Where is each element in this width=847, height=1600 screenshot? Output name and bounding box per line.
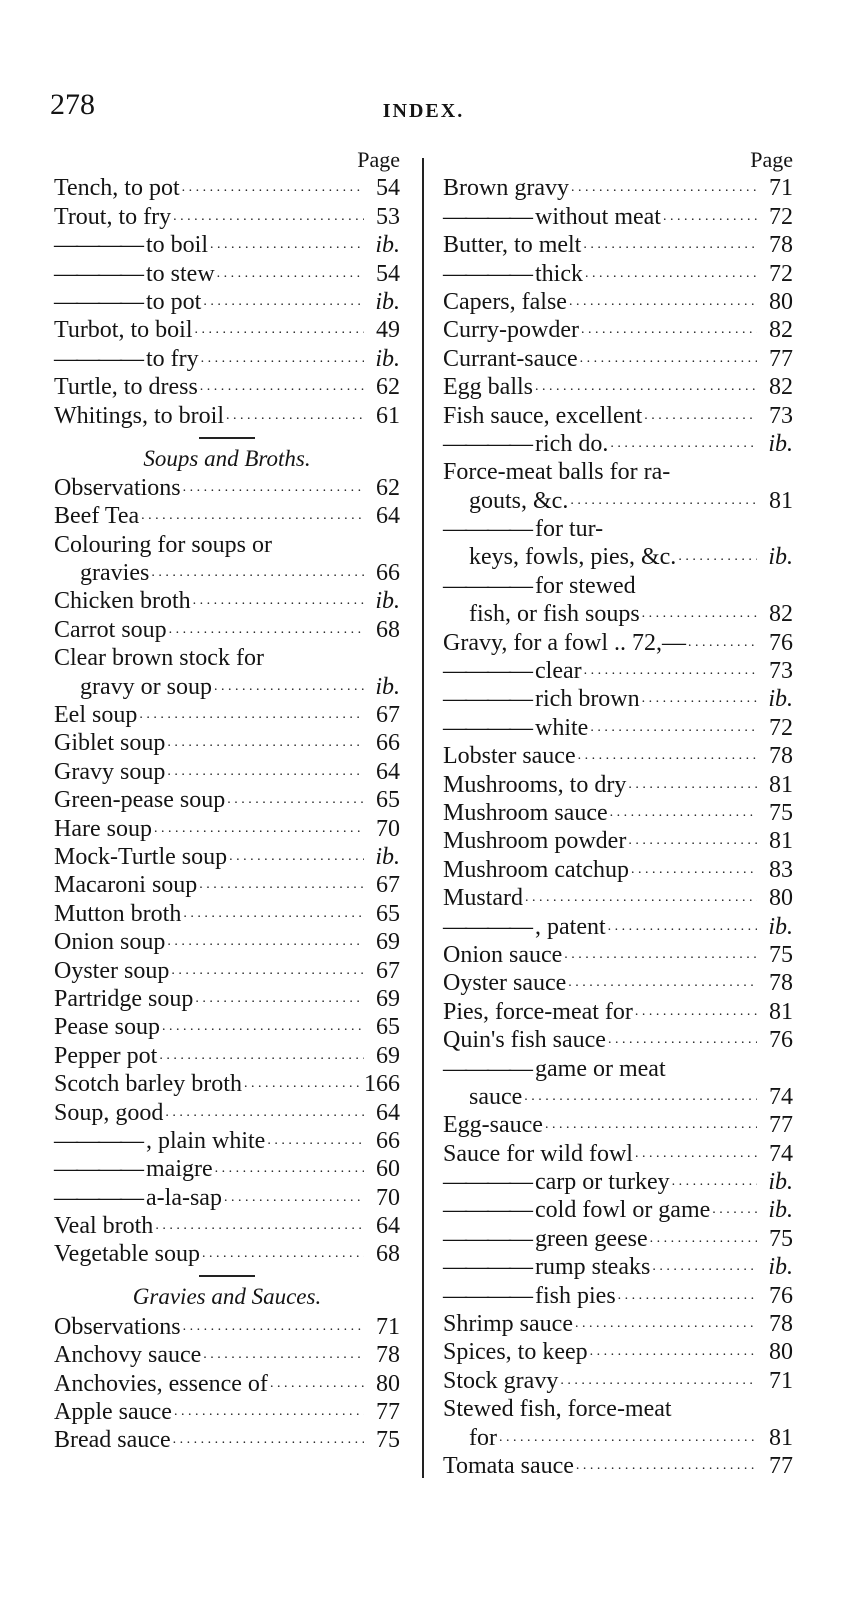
entry-text: Anchovy sauce bbox=[54, 1342, 202, 1369]
entry-page: 75 bbox=[769, 1225, 793, 1252]
leader-dots bbox=[663, 199, 757, 231]
leader-dots bbox=[215, 1151, 364, 1183]
entry-text: Mustard bbox=[443, 885, 523, 912]
entry-page: ib. bbox=[768, 430, 793, 457]
leader-dots bbox=[575, 1306, 757, 1338]
index-entry bbox=[54, 615, 400, 643]
entry-text: ———— to fry bbox=[54, 345, 199, 373]
leader-dots bbox=[267, 1123, 364, 1155]
entry-text: ———— white bbox=[443, 714, 588, 742]
entry-page: 65 bbox=[376, 1014, 400, 1041]
leader-dots bbox=[535, 369, 757, 401]
index-entry bbox=[443, 486, 793, 514]
entry-page: 49 bbox=[376, 317, 400, 344]
index-block bbox=[54, 474, 400, 1269]
leader-dots bbox=[585, 256, 757, 288]
entry-text: Veal broth bbox=[54, 1213, 154, 1240]
entry-page: 78 bbox=[376, 1342, 400, 1369]
entry-text: ———— carp or turkey bbox=[443, 1168, 670, 1196]
page-header bbox=[0, 88, 847, 128]
entry-page: 73 bbox=[769, 402, 793, 429]
entry-page: 64 bbox=[376, 503, 400, 530]
leader-dots bbox=[581, 312, 757, 344]
leader-dots bbox=[171, 953, 364, 985]
entry-page: ib. bbox=[768, 1169, 793, 1196]
entry-page: 61 bbox=[376, 402, 400, 429]
leader-dots bbox=[642, 681, 757, 713]
entry-page: 64 bbox=[376, 1213, 400, 1240]
entry-page: 70 bbox=[376, 815, 400, 842]
entry-page: 74 bbox=[769, 1083, 793, 1110]
leader-dots bbox=[227, 782, 364, 814]
entry-text: ———— clear bbox=[443, 657, 582, 685]
entry-page: ib. bbox=[768, 1197, 793, 1224]
entry-page: 80 bbox=[769, 288, 793, 315]
entry-page: 71 bbox=[769, 1367, 793, 1394]
entry-page: 65 bbox=[376, 900, 400, 927]
leader-dots bbox=[610, 426, 757, 458]
entry-text: Sauce for wild fowl bbox=[443, 1140, 633, 1167]
leader-dots bbox=[644, 398, 757, 430]
entry-text: Hare soup bbox=[54, 815, 152, 842]
entry-text: Whitings, to broil bbox=[54, 402, 224, 429]
entry-page: 75 bbox=[769, 799, 793, 826]
leader-dots bbox=[139, 697, 364, 729]
entry-page: 64 bbox=[376, 758, 400, 785]
entry-text: Currant-sauce bbox=[443, 345, 578, 372]
entry-text: ———— , plain white bbox=[54, 1127, 265, 1155]
entry-page: 76 bbox=[769, 1282, 793, 1309]
entry-text: Pies, force-meat for bbox=[443, 998, 633, 1025]
leader-dots bbox=[169, 612, 364, 644]
entry-text: Pepper pot bbox=[54, 1042, 158, 1069]
entry-text: Bread sauce bbox=[54, 1427, 171, 1454]
entry-page: ib. bbox=[768, 913, 793, 940]
entry-page: 70 bbox=[376, 1184, 400, 1211]
leader-dots bbox=[635, 994, 757, 1026]
entry-text: ———— cold fowl or game bbox=[443, 1196, 710, 1224]
entry-text: Turtle, to dress bbox=[54, 374, 198, 401]
entry-text: Egg balls bbox=[443, 374, 533, 401]
leader-dots bbox=[688, 625, 757, 657]
leader-dots bbox=[193, 583, 364, 615]
leader-dots bbox=[631, 852, 757, 884]
entry-text: Pease soup bbox=[54, 1014, 160, 1041]
entry-page: 166 bbox=[364, 1071, 400, 1098]
entry-page: 72 bbox=[769, 260, 793, 287]
index-entry bbox=[54, 401, 400, 429]
entry-page: 77 bbox=[376, 1399, 400, 1426]
entry-text: ———— for tur- bbox=[443, 515, 603, 543]
entry-page: 80 bbox=[769, 885, 793, 912]
entry-text: ———— rump steaks bbox=[443, 1253, 650, 1281]
leader-dots bbox=[141, 498, 364, 530]
page-number: 278 bbox=[50, 88, 95, 121]
leader-dots bbox=[635, 1136, 757, 1168]
entry-text: Vegetable soup bbox=[54, 1241, 200, 1268]
entry-page: ib. bbox=[375, 673, 400, 700]
index-column-left bbox=[54, 146, 400, 1454]
leader-dots bbox=[229, 839, 364, 871]
entry-page: 80 bbox=[376, 1370, 400, 1397]
entry-text: Green-pease soup bbox=[54, 787, 226, 814]
leader-dots bbox=[499, 1420, 757, 1452]
entry-text: Oyster sauce bbox=[443, 970, 567, 997]
entry-page: 83 bbox=[769, 856, 793, 883]
leader-dots bbox=[174, 1394, 364, 1426]
leader-dots bbox=[618, 1278, 757, 1310]
entry-text: Egg-sauce bbox=[443, 1112, 543, 1139]
entry-page: 64 bbox=[376, 1099, 400, 1126]
index-entry bbox=[443, 1452, 793, 1480]
leader-dots bbox=[183, 470, 364, 502]
leader-dots bbox=[270, 1366, 364, 1398]
entry-text: Stewed fish, force-meat bbox=[443, 1396, 672, 1423]
leader-dots bbox=[560, 1363, 757, 1395]
index-entry bbox=[443, 430, 793, 458]
entry-page: 69 bbox=[376, 1042, 400, 1069]
leader-dots bbox=[183, 1309, 364, 1341]
entry-page: 66 bbox=[376, 730, 400, 757]
entry-page: 72 bbox=[769, 203, 793, 230]
leader-dots bbox=[167, 924, 364, 956]
leader-dots bbox=[244, 1066, 362, 1098]
leader-dots bbox=[165, 1095, 364, 1127]
leader-dots bbox=[173, 1422, 364, 1454]
entry-text: Tomata sauce bbox=[443, 1452, 574, 1479]
index-entry bbox=[54, 1426, 400, 1454]
leader-dots bbox=[642, 596, 757, 628]
leader-dots bbox=[203, 284, 364, 316]
entry-text: Giblet soup bbox=[54, 730, 166, 757]
entry-text: Curry-powder bbox=[443, 317, 579, 344]
entry-text: Oyster soup bbox=[54, 957, 170, 984]
entry-text: ———— thick bbox=[443, 260, 583, 288]
entry-page: 69 bbox=[376, 929, 400, 956]
entry-page: 71 bbox=[376, 1313, 400, 1340]
leader-dots bbox=[226, 398, 364, 430]
leader-dots bbox=[578, 738, 757, 770]
entry-page: ib. bbox=[768, 1254, 793, 1281]
entry-page: 81 bbox=[769, 828, 793, 855]
entry-text: Chicken broth bbox=[54, 588, 191, 615]
entry-text: gravies bbox=[80, 560, 150, 587]
leader-dots bbox=[154, 811, 364, 843]
entry-text: Trout, to fry bbox=[54, 203, 172, 230]
entry-text: Capers, false bbox=[443, 288, 567, 315]
entry-page: 66 bbox=[376, 1127, 400, 1154]
entry-text: Mushroom catchup bbox=[443, 856, 629, 883]
entry-text: sauce bbox=[469, 1083, 523, 1110]
entry-page: 82 bbox=[769, 601, 793, 628]
leader-dots bbox=[568, 965, 757, 997]
entry-text: Onion soup bbox=[54, 929, 166, 956]
leader-dots bbox=[524, 1079, 757, 1111]
section-separator bbox=[54, 1268, 400, 1282]
index-entry bbox=[443, 543, 793, 571]
index-column-right bbox=[443, 146, 793, 1480]
entry-text: Gravy soup bbox=[54, 758, 166, 785]
entry-text: Mushroom powder bbox=[443, 828, 627, 855]
leader-dots bbox=[195, 981, 364, 1013]
entry-page: 74 bbox=[769, 1140, 793, 1167]
entry-page: 71 bbox=[769, 175, 793, 202]
entry-text: Mushrooms, to dry bbox=[443, 771, 627, 798]
index-entry bbox=[443, 1026, 793, 1054]
leader-dots bbox=[610, 795, 757, 827]
entry-page: 77 bbox=[769, 1112, 793, 1139]
entry-page: 78 bbox=[769, 743, 793, 770]
leader-dots bbox=[545, 1107, 757, 1139]
entry-text: Observations bbox=[54, 1313, 181, 1340]
entry-page: 54 bbox=[376, 260, 400, 287]
entry-text: Macaroni soup bbox=[54, 872, 198, 899]
entry-text: ———— rich brown bbox=[443, 685, 640, 713]
entry-text: Colouring for soups or bbox=[54, 531, 272, 558]
entry-text: ———— to pot bbox=[54, 288, 201, 316]
entry-text: Partridge soup bbox=[54, 985, 194, 1012]
entry-text: Soup, good bbox=[54, 1099, 164, 1126]
entry-text: Lobster sauce bbox=[443, 743, 576, 770]
section-separator bbox=[54, 430, 400, 444]
index-entry bbox=[54, 502, 400, 530]
leader-dots bbox=[162, 1009, 364, 1041]
leader-dots bbox=[173, 199, 364, 231]
entry-text: Anchovies, essence of bbox=[54, 1370, 268, 1397]
entry-text: Beef Tea bbox=[54, 503, 140, 530]
leader-dots bbox=[224, 1180, 364, 1212]
entry-page: ib. bbox=[375, 232, 400, 259]
entry-page: 62 bbox=[376, 474, 400, 501]
entry-page: 78 bbox=[769, 970, 793, 997]
leader-dots bbox=[590, 1334, 757, 1366]
entry-page: ib. bbox=[375, 843, 400, 870]
entry-page: 68 bbox=[376, 1241, 400, 1268]
leader-dots bbox=[214, 669, 364, 701]
entry-text: ———— game or meat bbox=[443, 1055, 666, 1083]
leader-dots bbox=[678, 539, 757, 571]
entry-page: 68 bbox=[376, 616, 400, 643]
entry-text: Gravy, for a fowl .. 72,— bbox=[443, 629, 687, 656]
entry-text: ———— without meat bbox=[443, 203, 661, 231]
leader-dots bbox=[628, 823, 757, 855]
entry-text: Spices, to keep bbox=[443, 1339, 588, 1366]
leader-dots bbox=[159, 1038, 364, 1070]
leader-dots bbox=[650, 1221, 757, 1253]
entry-page: 67 bbox=[376, 872, 400, 899]
leader-dots bbox=[182, 170, 364, 202]
leader-dots bbox=[210, 227, 364, 259]
entry-text: Turbot, to boil bbox=[54, 317, 193, 344]
entry-page: ib. bbox=[768, 686, 793, 713]
entry-page: 81 bbox=[769, 487, 793, 514]
entry-page: 53 bbox=[376, 203, 400, 230]
entry-text: ———— , patent bbox=[443, 913, 606, 941]
entry-page: 82 bbox=[769, 374, 793, 401]
entry-text: ———— for stewed bbox=[443, 572, 636, 600]
entry-page: 72 bbox=[769, 714, 793, 741]
entry-page: 65 bbox=[376, 787, 400, 814]
leader-dots bbox=[183, 896, 364, 928]
entry-page: 77 bbox=[769, 345, 793, 372]
index-block bbox=[54, 174, 400, 430]
entry-text: Fish sauce, excellent bbox=[443, 402, 643, 429]
leader-dots bbox=[652, 1249, 757, 1281]
entry-text: Clear brown stock for bbox=[54, 645, 264, 672]
entry-page: 67 bbox=[376, 702, 400, 729]
entry-page: 54 bbox=[376, 175, 400, 202]
entry-text: Stock gravy bbox=[443, 1367, 559, 1394]
entry-text: gravy or soup bbox=[80, 673, 212, 700]
entry-text: Tench, to pot bbox=[54, 175, 180, 202]
entry-text: Brown gravy bbox=[443, 175, 569, 202]
entry-page: 62 bbox=[376, 374, 400, 401]
entry-text: Quin's fish sauce bbox=[443, 1027, 606, 1054]
index-block bbox=[54, 1312, 400, 1454]
leader-dots bbox=[628, 767, 757, 799]
entry-text: Mutton broth bbox=[54, 900, 182, 927]
entry-page: 69 bbox=[376, 985, 400, 1012]
leader-dots bbox=[200, 369, 364, 401]
entry-page: ib. bbox=[375, 345, 400, 372]
entry-text: ———— to stew bbox=[54, 260, 215, 288]
entry-text: Mock-Turtle soup bbox=[54, 843, 228, 870]
leader-dots bbox=[201, 341, 364, 373]
entry-text: Scotch barley broth bbox=[54, 1071, 242, 1098]
leader-dots bbox=[580, 341, 757, 373]
running-title: INDEX. bbox=[382, 100, 465, 122]
entry-page: 60 bbox=[376, 1156, 400, 1183]
entry-text: ———— a-la-sap bbox=[54, 1184, 222, 1212]
entry-page: 82 bbox=[769, 317, 793, 344]
entry-text: for bbox=[469, 1424, 497, 1451]
entry-page: 75 bbox=[376, 1427, 400, 1454]
entry-page: 81 bbox=[769, 1424, 793, 1451]
index-entry bbox=[54, 1240, 400, 1268]
entry-page: ib. bbox=[375, 288, 400, 315]
entry-page: ib. bbox=[768, 544, 793, 571]
leader-dots bbox=[608, 1022, 757, 1054]
entry-text: gouts, &c. bbox=[469, 487, 569, 514]
leader-dots bbox=[672, 1164, 757, 1196]
entry-text: Butter, to melt bbox=[443, 232, 582, 259]
entry-page: 77 bbox=[769, 1452, 793, 1479]
section-heading: Gravies and Sauces. bbox=[132, 1284, 322, 1310]
page-label: Page bbox=[750, 147, 793, 172]
leader-dots bbox=[584, 653, 757, 685]
leader-dots bbox=[217, 256, 364, 288]
entry-text: ———— green geese bbox=[443, 1225, 648, 1253]
entry-text: Carrot soup bbox=[54, 616, 167, 643]
entry-text: Shrimp sauce bbox=[443, 1311, 573, 1338]
column-divider bbox=[422, 158, 424, 1478]
entry-page: 67 bbox=[376, 957, 400, 984]
entry-page: 73 bbox=[769, 658, 793, 685]
entry-page: 75 bbox=[769, 941, 793, 968]
leader-dots bbox=[199, 867, 364, 899]
leader-dots bbox=[564, 937, 757, 969]
leader-dots bbox=[203, 1337, 364, 1369]
entry-text: ———— maigre bbox=[54, 1155, 213, 1183]
leader-dots bbox=[571, 170, 757, 202]
leader-dots bbox=[525, 880, 757, 912]
entry-page: 81 bbox=[769, 771, 793, 798]
entry-text: ———— fish pies bbox=[443, 1282, 616, 1310]
entry-page: ib. bbox=[375, 588, 400, 615]
leader-dots bbox=[194, 312, 364, 344]
entry-text: ———— to boil bbox=[54, 231, 208, 259]
entry-text: ———— rich do. bbox=[443, 430, 608, 458]
leader-dots bbox=[155, 1208, 364, 1240]
leader-dots bbox=[570, 483, 757, 515]
entry-page: 76 bbox=[769, 629, 793, 656]
leader-dots bbox=[583, 227, 757, 259]
leader-dots bbox=[712, 1192, 757, 1224]
entry-text: Eel soup bbox=[54, 702, 138, 729]
entry-text: Onion sauce bbox=[443, 941, 563, 968]
entry-page: 76 bbox=[769, 1027, 793, 1054]
leader-dots bbox=[576, 1448, 757, 1480]
section-heading: Soups and Broths. bbox=[143, 445, 311, 471]
entry-text: Mushroom sauce bbox=[443, 799, 608, 826]
entry-text: Force-meat balls for ra- bbox=[443, 459, 671, 486]
leader-dots bbox=[569, 284, 757, 316]
entry-page: 78 bbox=[769, 232, 793, 259]
index-entry bbox=[443, 1366, 793, 1394]
leader-dots bbox=[151, 555, 364, 587]
leader-dots bbox=[202, 1236, 364, 1268]
page-label: Page bbox=[357, 147, 400, 172]
entry-page: 80 bbox=[769, 1339, 793, 1366]
entry-page: 66 bbox=[376, 560, 400, 587]
leader-dots bbox=[608, 909, 757, 941]
leader-dots bbox=[590, 710, 757, 742]
entry-page: 78 bbox=[769, 1311, 793, 1338]
index-block bbox=[443, 174, 793, 1480]
entry-text: fish, or fish soups bbox=[469, 601, 640, 628]
leader-dots bbox=[167, 725, 364, 757]
entry-text: Observations bbox=[54, 474, 181, 501]
entry-text: keys, fowls, pies, &c. bbox=[469, 544, 677, 571]
leader-dots bbox=[167, 754, 364, 786]
entry-page: 81 bbox=[769, 998, 793, 1025]
entry-text: Apple sauce bbox=[54, 1399, 172, 1426]
